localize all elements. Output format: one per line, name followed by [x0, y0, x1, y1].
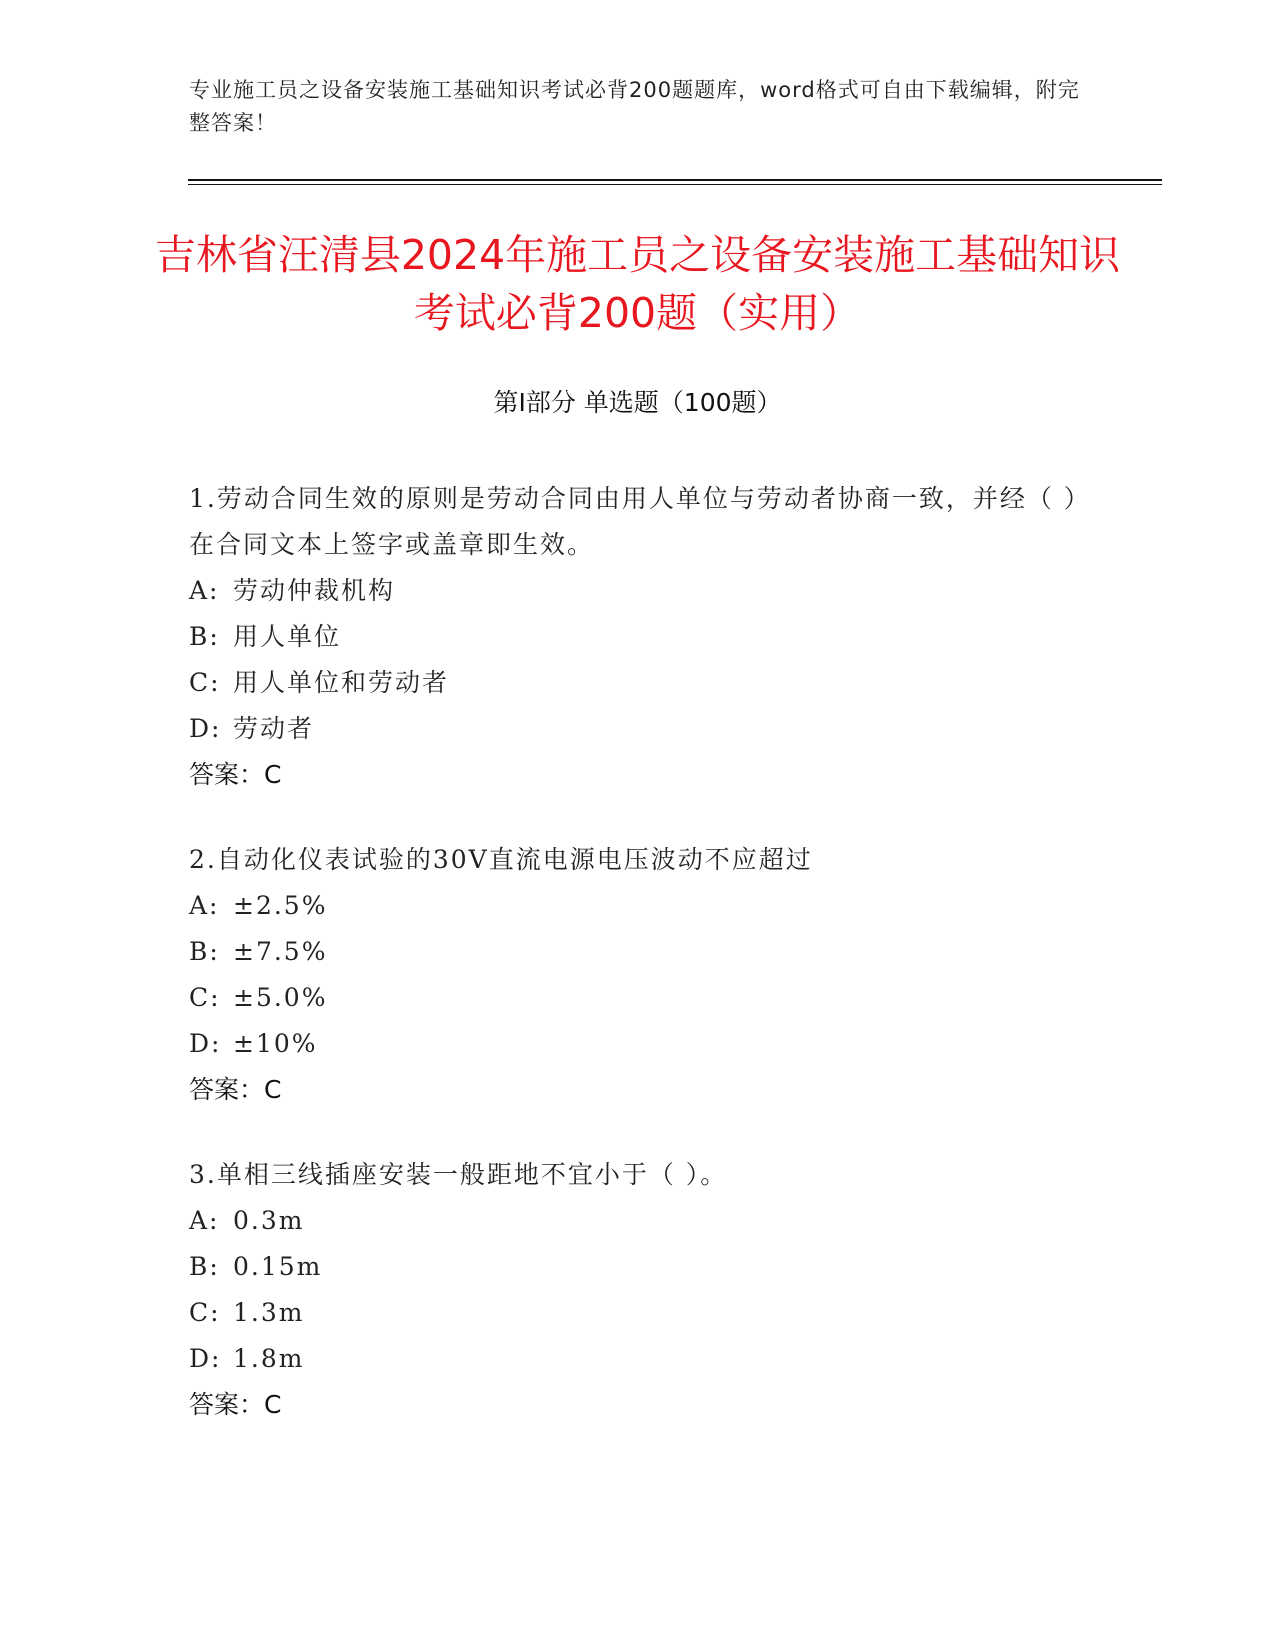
question-item [189, 476, 1089, 798]
option-text: ±5.0% [233, 983, 328, 1012]
question-option [189, 1021, 1089, 1067]
option-text: ±7.5% [233, 937, 328, 966]
question-answer: 答案：C [189, 1075, 282, 1104]
option-letter: D: [189, 714, 222, 743]
question-list [189, 476, 1089, 1467]
question-option [189, 1198, 1089, 1244]
question-option [189, 1244, 1089, 1290]
question-stem: 2.自动化仪表试验的30V直流电源电压波动不应超过 [189, 845, 813, 874]
option-letter: B: [189, 937, 220, 966]
question-answer: 答案：C [189, 760, 282, 789]
question-stem: 1.劳动合同生效的原则是劳动合同由用人单位与劳动者协商一致，并经（ ）在合同文本上签字或盖章即生效。 [189, 484, 1079, 559]
option-letter: C: [189, 983, 221, 1012]
option-letter: B: [189, 1252, 220, 1281]
header-divider-thick [188, 179, 1162, 181]
question-answer: 答案：C [189, 1390, 282, 1419]
option-text: 0.3m [233, 1206, 305, 1235]
option-text: 1.3m [233, 1298, 305, 1327]
option-text: 用人单位和劳动者 [233, 668, 450, 697]
section-heading: 第I部分 单选题（100题） [493, 388, 782, 417]
option-text: 劳动者 [233, 714, 315, 743]
option-text: 劳动仲裁机构 [233, 576, 396, 605]
option-letter: D: [189, 1344, 222, 1373]
question-item [189, 1152, 1089, 1428]
option-text: ±2.5% [233, 891, 328, 920]
option-letter: A: [189, 891, 220, 920]
question-option [189, 1336, 1089, 1382]
question-option [189, 706, 1089, 752]
option-text: ±10% [233, 1029, 318, 1058]
option-letter: A: [189, 576, 220, 605]
header-divider-thin [188, 184, 1162, 185]
option-letter: D: [189, 1029, 222, 1058]
option-text: 用人单位 [233, 622, 342, 651]
option-text: 1.8m [233, 1344, 305, 1373]
option-letter: A: [189, 1206, 220, 1235]
option-letter: C: [189, 668, 221, 697]
option-text: 0.15m [233, 1252, 323, 1281]
question-stem: 3.单相三线插座安装一般距地不宜小于（ ）。 [189, 1160, 728, 1189]
question-item [189, 837, 1089, 1113]
document-title: 吉林省汪清县2024年施工员之设备安装施工基础知识考试必背200题（实用） [154, 231, 1121, 337]
question-option [189, 975, 1089, 1021]
option-letter: B: [189, 622, 220, 651]
question-option [189, 1290, 1089, 1336]
question-option [189, 614, 1089, 660]
question-option [189, 883, 1089, 929]
question-option [189, 660, 1089, 706]
question-option [189, 568, 1089, 614]
option-letter: C: [189, 1298, 221, 1327]
question-option [189, 929, 1089, 975]
header-note: 专业施工员之设备安装施工基础知识考试必背200题题库，word格式可自由下载编辑，附完整答案！ [189, 78, 1080, 135]
